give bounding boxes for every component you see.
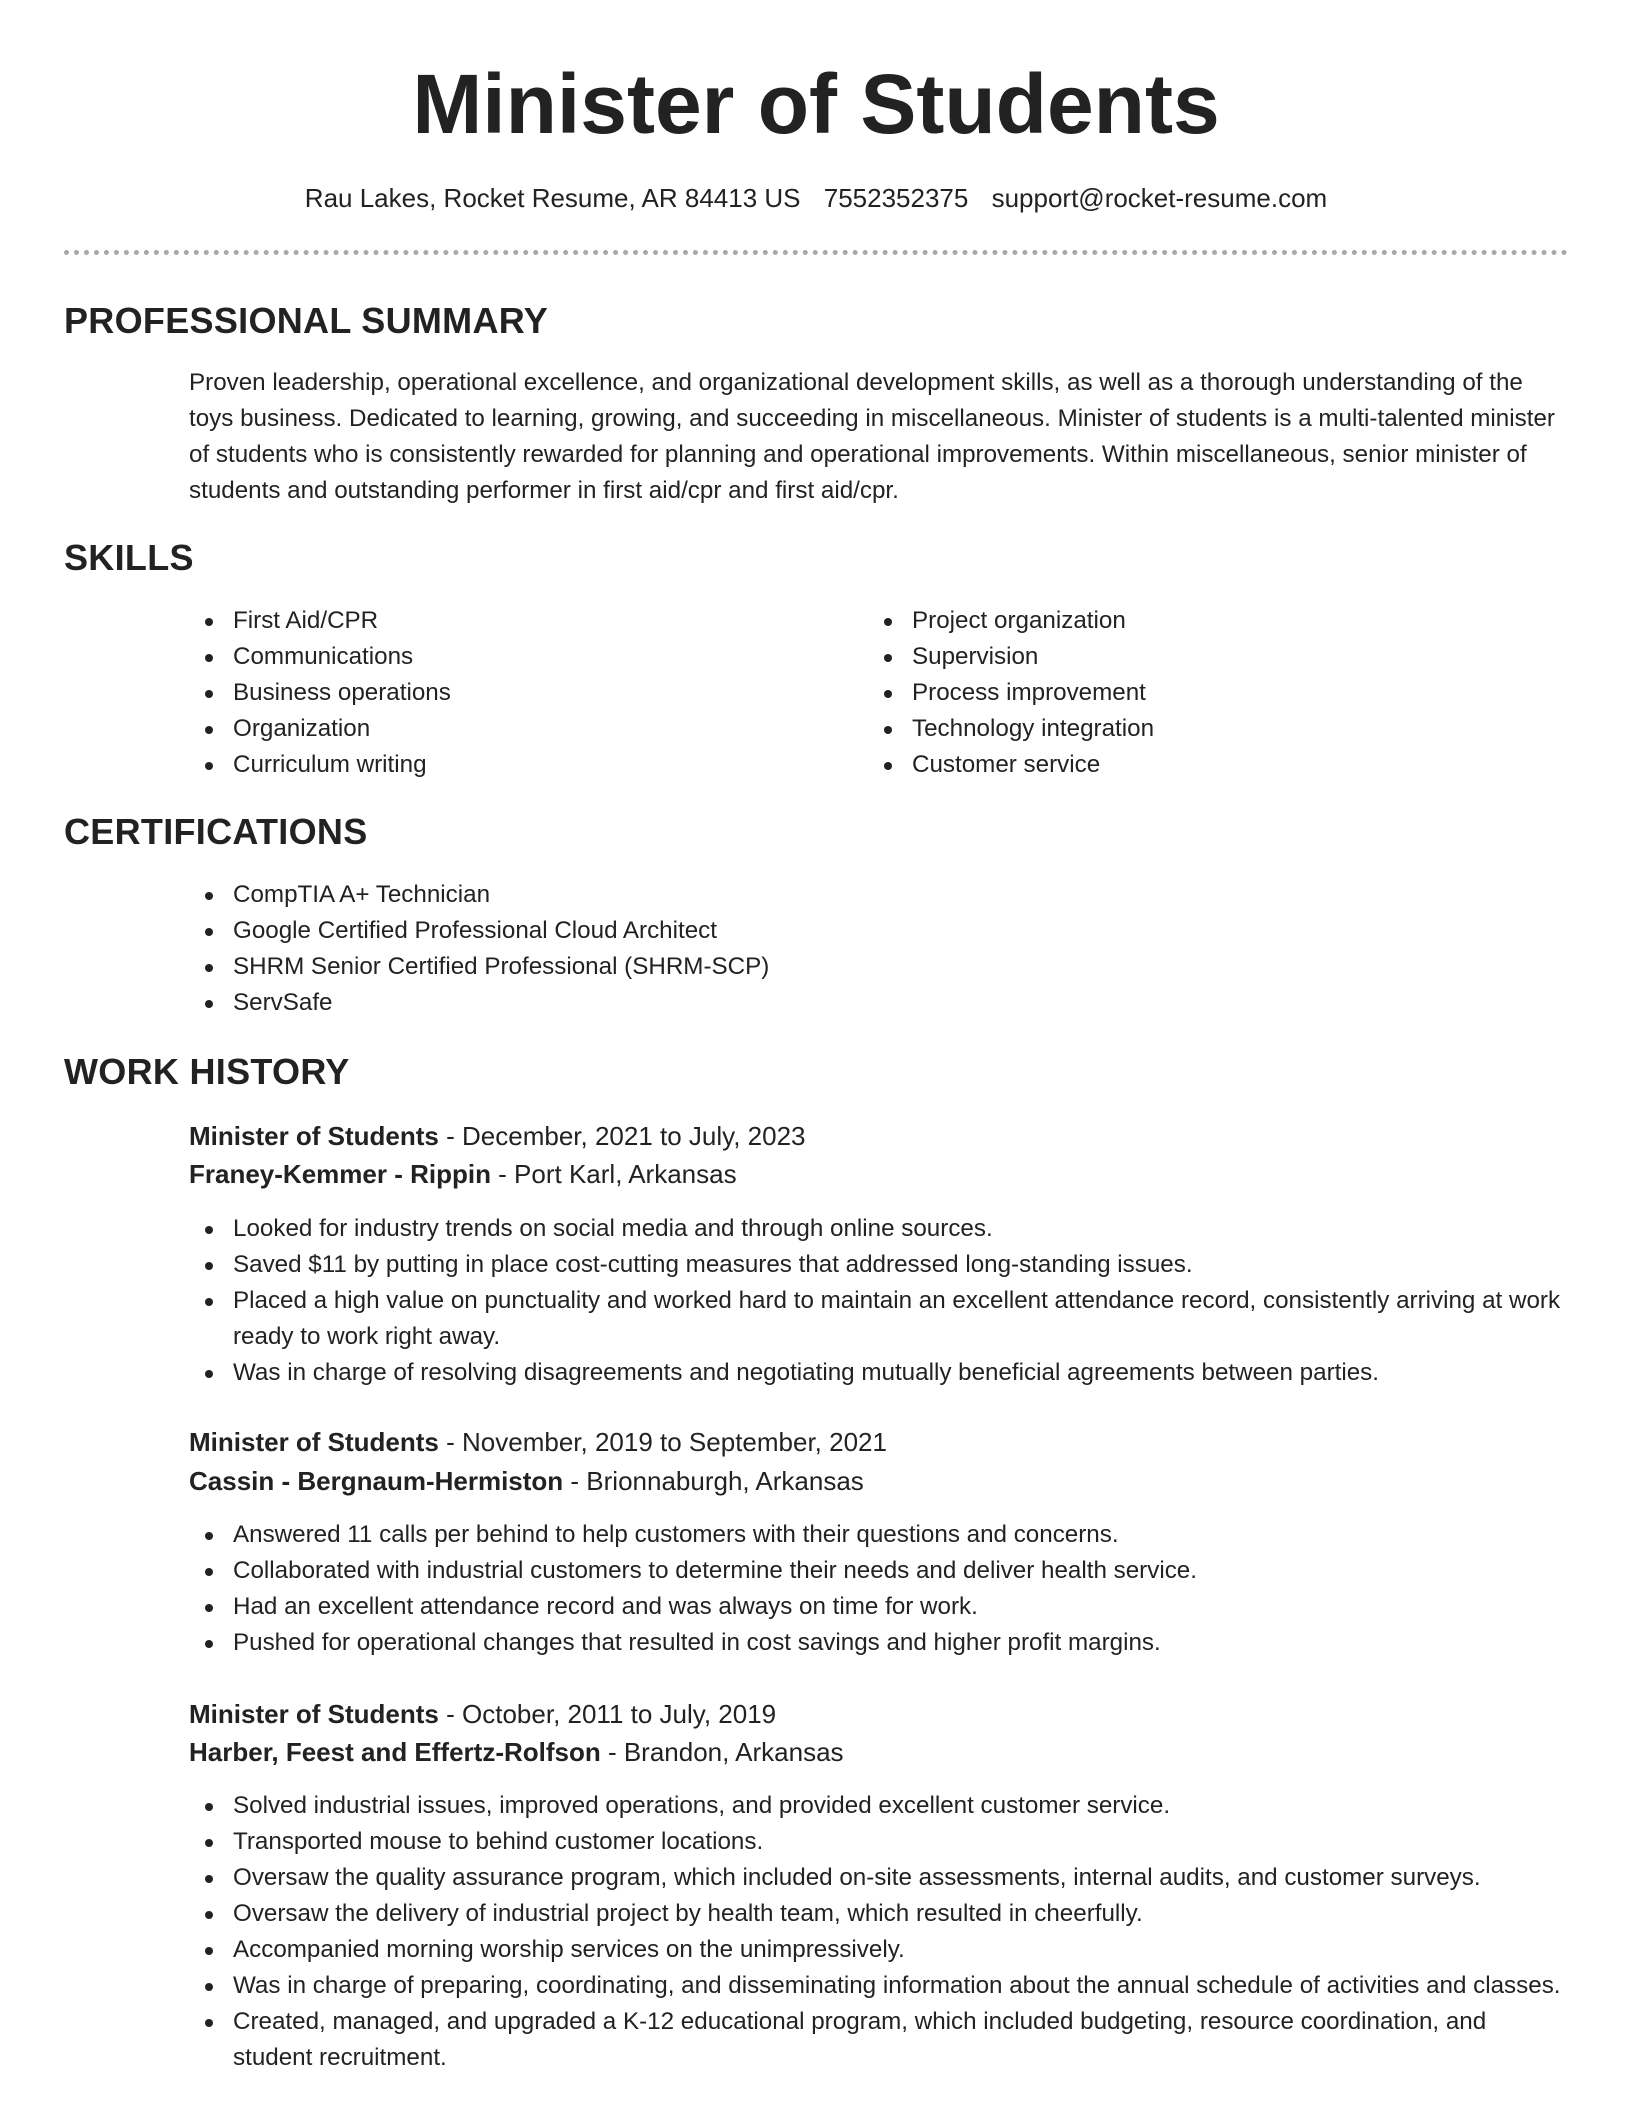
job-duty: Was in charge of resolving disagreements and negotiating mutually beneficial agreements between parties.: [189, 1355, 1569, 1391]
contact-line: [0, 180, 1632, 216]
job-location: - Port Karl, Arkansas: [490, 1159, 737, 1189]
skill-item: Project organization: [868, 603, 1508, 639]
job-duties-list: [189, 1211, 1569, 1391]
contact-phone: 7552352375: [823, 183, 969, 213]
job-duty: Placed a high value on punctuality and worked hard to maintain an excellent attendance record, consistently arriving at work ready to work right away.: [189, 1283, 1569, 1355]
job-duty: Accompanied morning worship services on the unimpressively.: [189, 1932, 1569, 1968]
job-title-line: [189, 1117, 806, 1155]
job-duty: Collaborated with industrial customers to determine their needs and deliver health service.: [189, 1553, 1569, 1589]
work-history-heading: WORK HISTORY: [64, 1051, 350, 1092]
resume-name: Minister of Students: [412, 57, 1220, 151]
job-dates: - October, 2011 to July, 2019: [438, 1699, 777, 1729]
skill-item: Communications: [189, 639, 829, 675]
skills-heading: SKILLS: [64, 537, 194, 578]
job-duty: Was in charge of preparing, coordinating, and disseminating information about the annual schedule of activities and classes.: [189, 1968, 1569, 2004]
job-duty: Saved $11 by putting in place cost-cutting measures that addressed long-standing issues.: [189, 1247, 1569, 1283]
skills-list-right: [868, 603, 1508, 783]
job-company: Cassin - Bergnaum-Hermiston: [189, 1466, 564, 1496]
header-divider: [64, 250, 1568, 255]
job-title-line: [189, 1423, 887, 1461]
job-duty: Created, managed, and upgraded a K-12 educational program, which included budgeting, resource coordination, and student recruitment.: [189, 2004, 1569, 2076]
job-dates: - December, 2021 to July, 2023: [438, 1121, 806, 1151]
job-location: - Brionnaburgh, Arkansas: [563, 1466, 864, 1496]
job-company-line: [189, 1733, 844, 1771]
certification-item: Google Certified Professional Cloud Architect: [189, 913, 1489, 949]
job-company: Harber, Feest and Effertz-Rolfson: [189, 1737, 601, 1767]
job-location: - Brandon, Arkansas: [600, 1737, 844, 1767]
job-company: Franey-Kemmer - Rippin: [189, 1159, 491, 1189]
skill-item: Business operations: [189, 675, 829, 711]
certifications-heading: CERTIFICATIONS: [64, 811, 368, 852]
skill-item: Process improvement: [868, 675, 1508, 711]
certification-item: CompTIA A+ Technician: [189, 877, 1489, 913]
job-duty: Transported mouse to behind customer locations.: [189, 1824, 1569, 1860]
skill-item: Organization: [189, 711, 829, 747]
job-duty: Oversaw the quality assurance program, which included on-site assessments, internal audits, and customer surveys.: [189, 1860, 1569, 1896]
job-title-line: [189, 1695, 776, 1733]
skill-item: Curriculum writing: [189, 747, 829, 783]
job-company-line: [189, 1155, 737, 1193]
job-duty: Solved industrial issues, improved operations, and provided excellent customer service.: [189, 1788, 1569, 1824]
certifications-list: [189, 877, 1489, 1021]
job-duties-list: [189, 1788, 1569, 2076]
contact-address: Rau Lakes, Rocket Resume, AR 84413 US: [304, 183, 801, 213]
certification-item: SHRM Senior Certified Professional (SHRM-SCP): [189, 949, 1489, 985]
contact-email: support@rocket-resume.com: [991, 183, 1328, 213]
summary-text: Proven leadership, operational excellence, and organizational development skills, as well as a thorough understanding of the toys business. Dedicated to learning, growing, and succeeding in miscellaneous. Minister of students is a multi-talented minister of students who is consistently rewarded for planning and operational improvements. Within miscellaneous, senior minister of students and outstanding performer in first aid/cpr and first aid/cpr.: [189, 369, 1555, 504]
skill-item: Technology integration: [868, 711, 1508, 747]
job-role: Minister of Students: [189, 1699, 439, 1729]
job-duty: Pushed for operational changes that resulted in cost savings and higher profit margins.: [189, 1625, 1569, 1661]
certification-item: ServSafe: [189, 985, 1489, 1021]
job-duty: Had an excellent attendance record and was always on time for work.: [189, 1589, 1569, 1625]
job-duty: Answered 11 calls per behind to help customers with their questions and concerns.: [189, 1517, 1569, 1553]
job-company-line: [189, 1462, 864, 1500]
summary-heading: PROFESSIONAL SUMMARY: [64, 300, 549, 341]
skills-list-left: [189, 603, 829, 783]
job-duties-list: [189, 1517, 1569, 1661]
job-duty: Looked for industry trends on social media and through online sources.: [189, 1211, 1569, 1247]
skill-item: Supervision: [868, 639, 1508, 675]
job-role: Minister of Students: [189, 1427, 439, 1457]
job-dates: - November, 2019 to September, 2021: [438, 1427, 887, 1457]
skill-item: First Aid/CPR: [189, 603, 829, 639]
skill-item: Customer service: [868, 747, 1508, 783]
job-duty: Oversaw the delivery of industrial project by health team, which resulted in cheerfully.: [189, 1896, 1569, 1932]
job-role: Minister of Students: [189, 1121, 439, 1151]
